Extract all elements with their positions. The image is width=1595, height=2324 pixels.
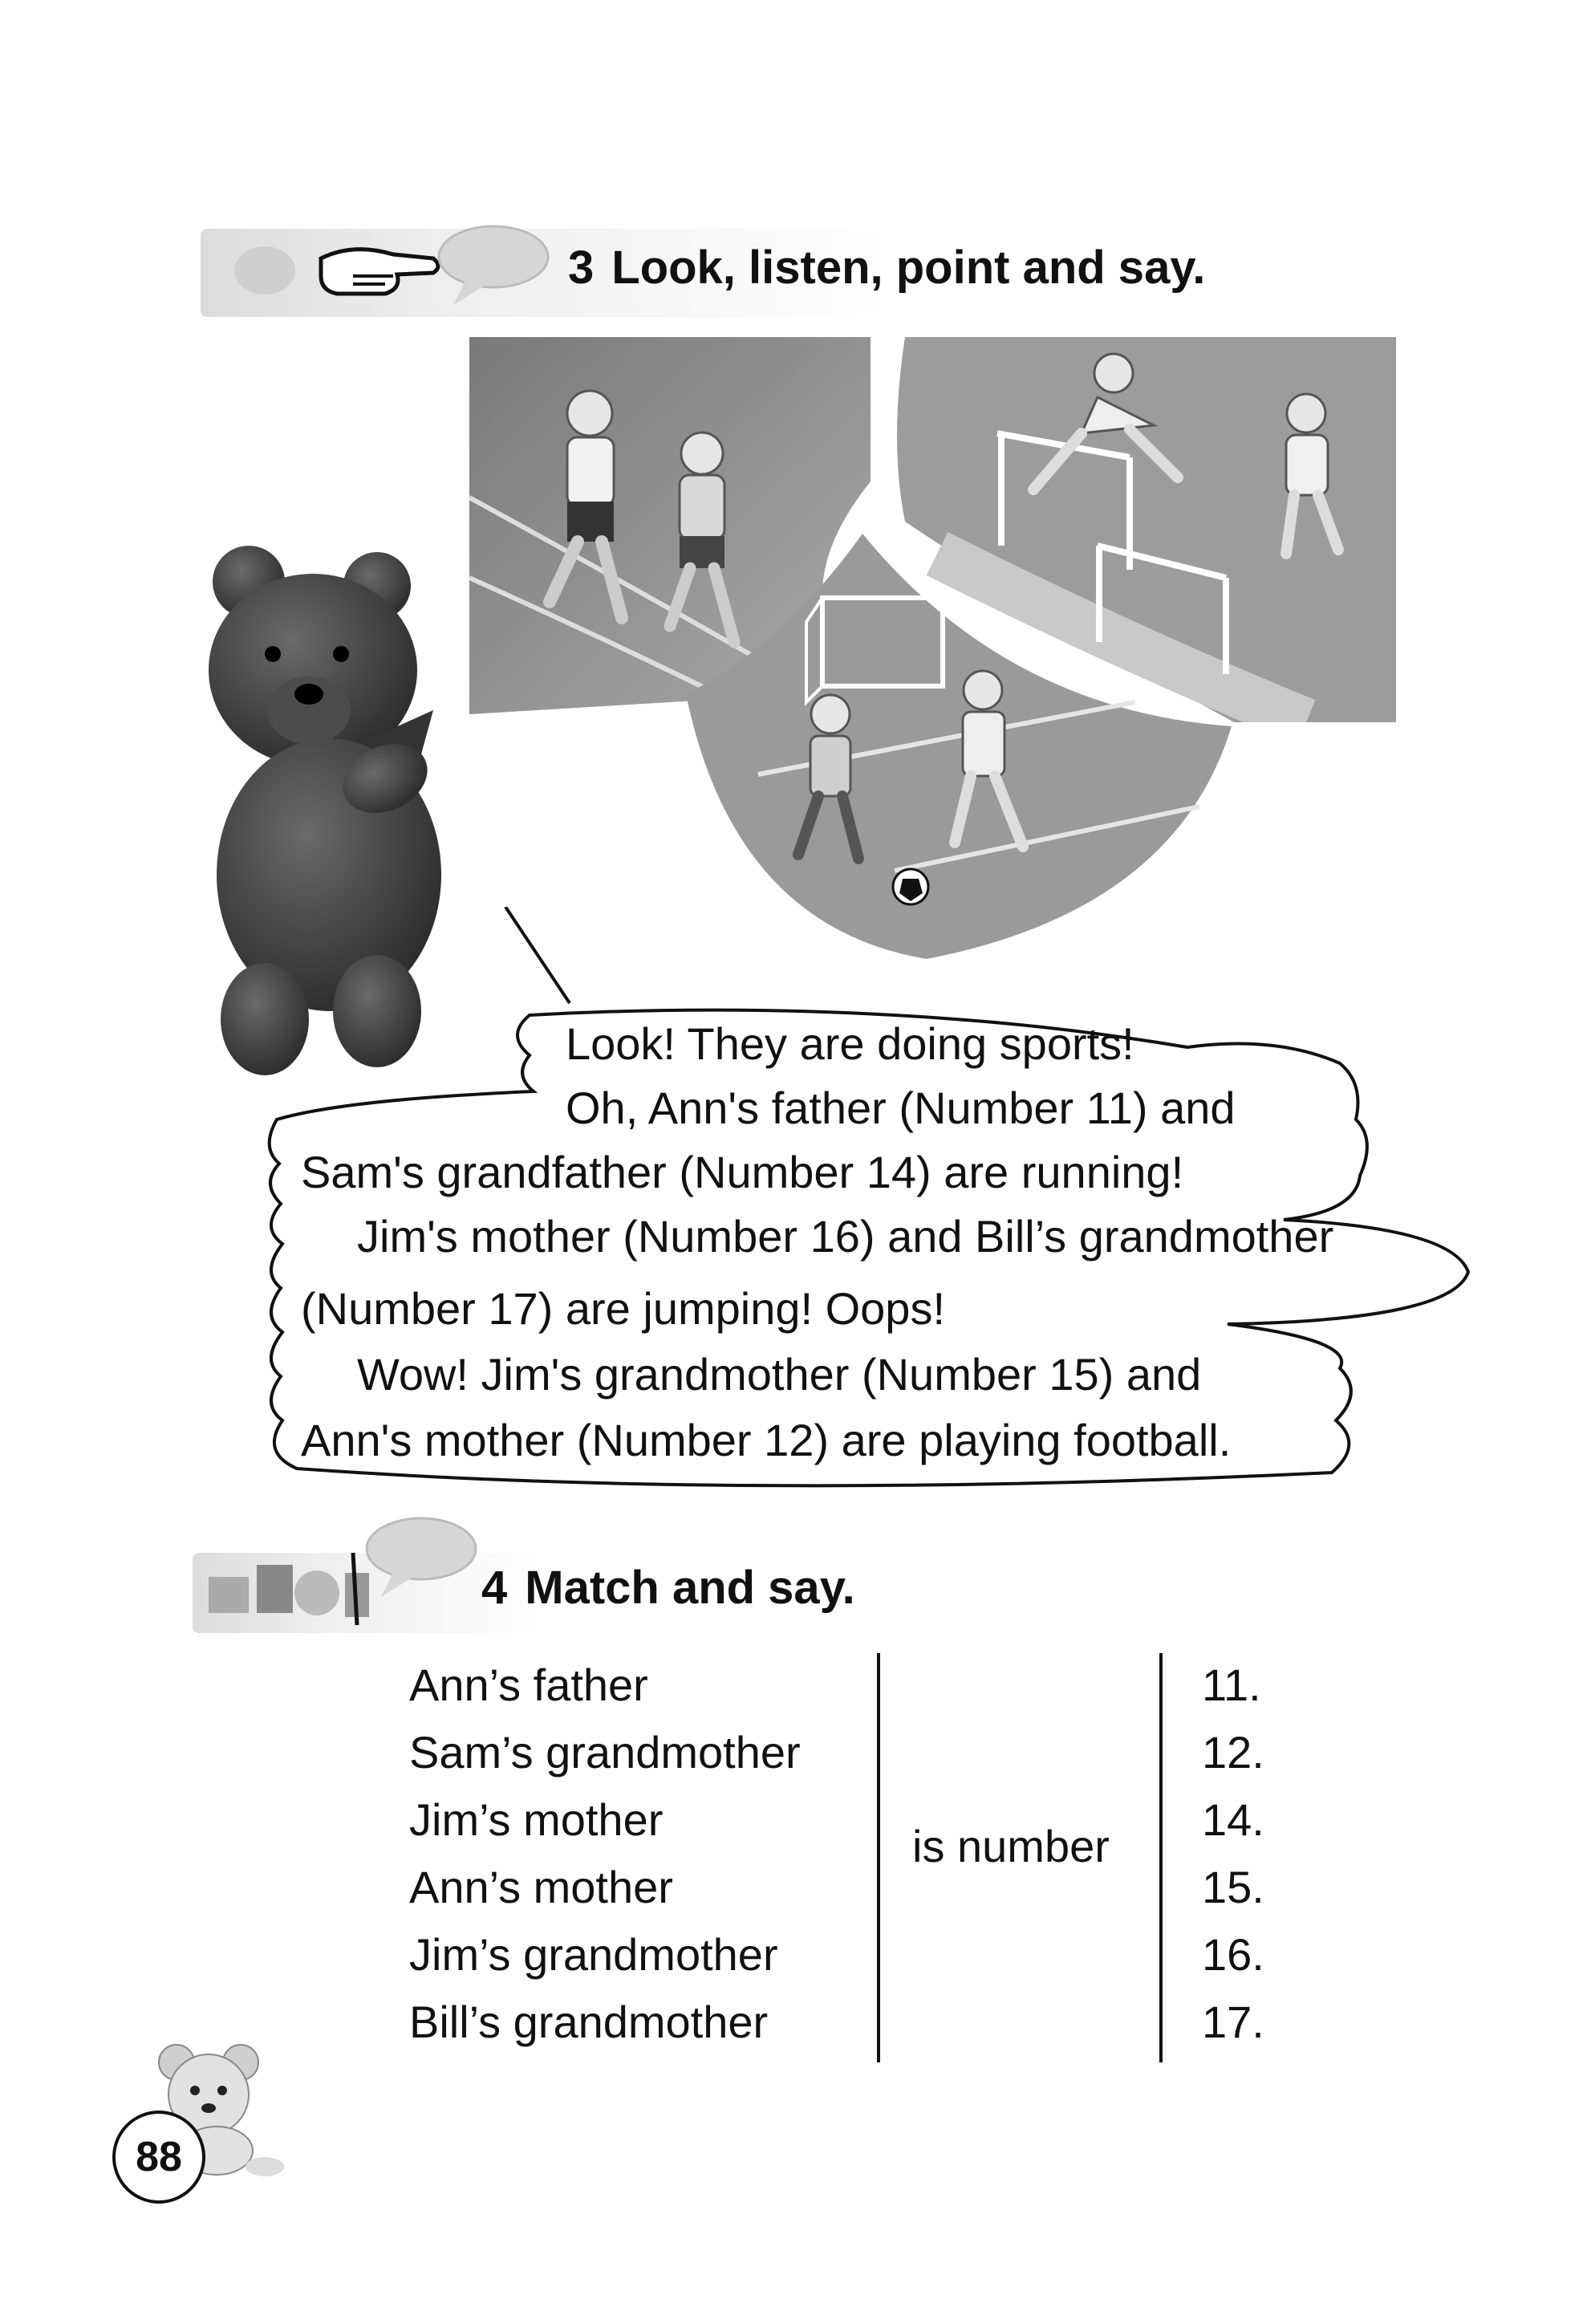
match-person: Ann’s mother: [409, 1862, 673, 1912]
activity-title: Look, listen, point and say.: [611, 242, 1206, 294]
match-number: 16.: [1202, 1929, 1264, 1980]
activity3-heading: [568, 241, 1205, 295]
bubble-line-7: Ann's mother (Number 12) are playing football.: [301, 1415, 1232, 1465]
match-number: 14.: [1202, 1794, 1264, 1845]
activity4-heading: [481, 1561, 855, 1615]
speech-bubble-outline: [265, 907, 1484, 1493]
match-number: 11.: [1202, 1660, 1261, 1710]
match-people-list: [409, 1652, 801, 2056]
activity-number: 4: [481, 1562, 508, 1614]
match-number: 15.: [1202, 1862, 1264, 1912]
match-person: Ann’s father: [409, 1660, 648, 1710]
activity-title: Match and say.: [525, 1562, 855, 1614]
bubble-line-6: Wow! Jim's grandmother (Number 15) and: [357, 1349, 1202, 1400]
match-number: 12.: [1202, 1727, 1264, 1778]
match-numbers-list: [1202, 1652, 1264, 2056]
match-number: 17.: [1202, 1997, 1264, 2047]
bubble-line-4: Jim's mother (Number 16) and Bill’s grandmother: [357, 1211, 1334, 1262]
bubble-line-2: Oh, Ann's father (Number 11) and: [566, 1083, 1236, 1133]
speech-bubble-icon: [433, 221, 554, 309]
pointing-hand-icon: [233, 226, 441, 315]
activity-number: 3: [568, 242, 595, 294]
page-number: [112, 2111, 205, 2204]
football-illustration: [686, 534, 1232, 959]
speech-bubble-icon: [361, 1513, 481, 1601]
match-middle-text: is number: [912, 1821, 1110, 1871]
toys-icon: [197, 1529, 381, 1633]
match-person: Sam’s grandmother: [409, 1727, 801, 1778]
match-person: Bill’s grandmother: [409, 1997, 769, 2047]
bubble-line-5: (Number 17) are jumping! Oops!: [301, 1283, 946, 1334]
bubble-line-3: Sam's grandfather (Number 14) are running!: [301, 1147, 1184, 1197]
divider-left: [877, 1653, 880, 2062]
bubble-line-1: Look! They are doing sports!: [566, 1018, 1134, 1069]
match-person: Jim’s mother: [409, 1794, 664, 1845]
divider-right: [1159, 1653, 1163, 2062]
match-person: Jim’s grandmother: [409, 1929, 778, 1980]
page-number-text: 88: [136, 2134, 182, 2180]
